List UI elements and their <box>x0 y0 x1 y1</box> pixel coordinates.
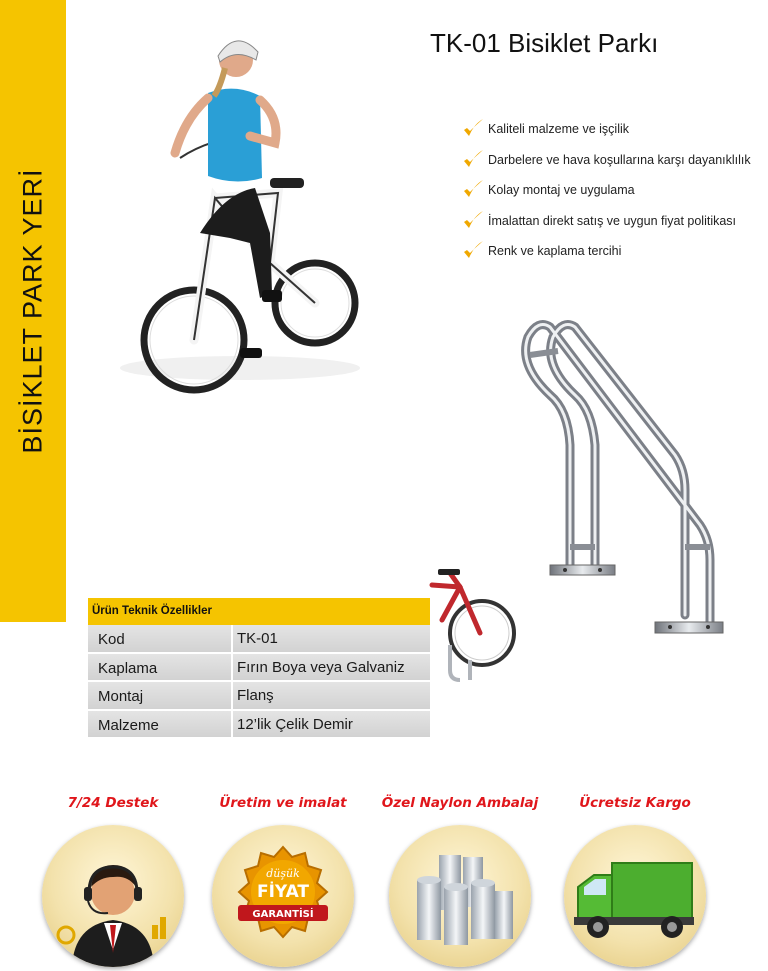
spec-key: Kod <box>88 625 233 652</box>
feature-text: Renk ve kaplama tercihi <box>488 244 622 259</box>
checkmark-icon <box>462 179 484 201</box>
service-badges <box>0 795 768 971</box>
side-banner-text: BİSİKLET PARK YERİ <box>17 168 48 454</box>
checkmark-icon <box>462 240 484 262</box>
bike-rack-photo <box>510 315 740 645</box>
spec-value: Flanş <box>237 687 274 704</box>
film-rolls-icon <box>389 825 531 967</box>
spec-value: TK-01 <box>237 630 278 647</box>
badge-label: Üretim ve imalat <box>219 795 347 811</box>
feature-text: Kolay montaj ve uygulama <box>488 183 635 198</box>
feature-item <box>462 114 751 145</box>
stamp-bottom-text: GARANTİSİ <box>252 909 314 920</box>
checkmark-icon <box>462 210 484 232</box>
price-guarantee-icon <box>212 825 354 967</box>
side-banner <box>0 0 66 622</box>
badge-shipping <box>550 795 720 817</box>
spec-value: Fırın Boya veya Galvaniz <box>237 658 405 676</box>
badge-label: 7/24 Destek <box>67 795 159 811</box>
badge-packaging <box>375 795 545 817</box>
feature-text: Kaliteli malzeme ve işçilik <box>488 122 630 137</box>
checkmark-icon <box>462 149 484 171</box>
badge-circle <box>389 825 531 967</box>
spec-key: Kaplama <box>88 654 233 681</box>
feature-list <box>462 114 751 267</box>
page-title: TK-01 Bisiklet Parkı <box>430 28 659 58</box>
stamp-mid-text: FİYAT <box>256 882 310 902</box>
badge-label: Ücretsiz Kargo <box>579 795 691 811</box>
badge-support <box>28 795 198 817</box>
feature-item <box>462 175 751 206</box>
support-agent-icon <box>42 825 184 967</box>
spec-table <box>88 598 430 739</box>
badge-production <box>198 795 368 920</box>
badge-label: Özel Naylon Ambalaj <box>381 795 539 811</box>
spec-key: Malzeme <box>88 711 233 738</box>
table-row <box>88 711 430 740</box>
table-row <box>88 625 430 654</box>
spec-value: 12’lik Çelik Demir <box>237 715 353 733</box>
spec-key: Montaj <box>88 682 233 709</box>
feature-item <box>462 236 751 267</box>
checkmark-icon <box>462 118 484 140</box>
feature-item <box>462 145 751 176</box>
table-row <box>88 654 430 683</box>
delivery-truck-icon <box>564 825 706 967</box>
badge-circle <box>42 825 184 967</box>
cyclist-photo <box>90 18 365 403</box>
badge-circle <box>212 825 354 967</box>
table-row <box>88 682 430 711</box>
spec-table-header: Ürün Teknik Özellikler <box>88 598 430 625</box>
parked-bicycle-photo <box>420 565 520 685</box>
feature-item <box>462 206 751 237</box>
feature-text: İmalattan direkt satış ve uygun fiyat politikası <box>488 213 737 228</box>
stamp-top-text: düşük <box>266 867 300 880</box>
feature-text: Darbelere ve hava koşullarına karşı dayanıklılık <box>488 152 751 167</box>
badge-circle <box>564 825 706 967</box>
